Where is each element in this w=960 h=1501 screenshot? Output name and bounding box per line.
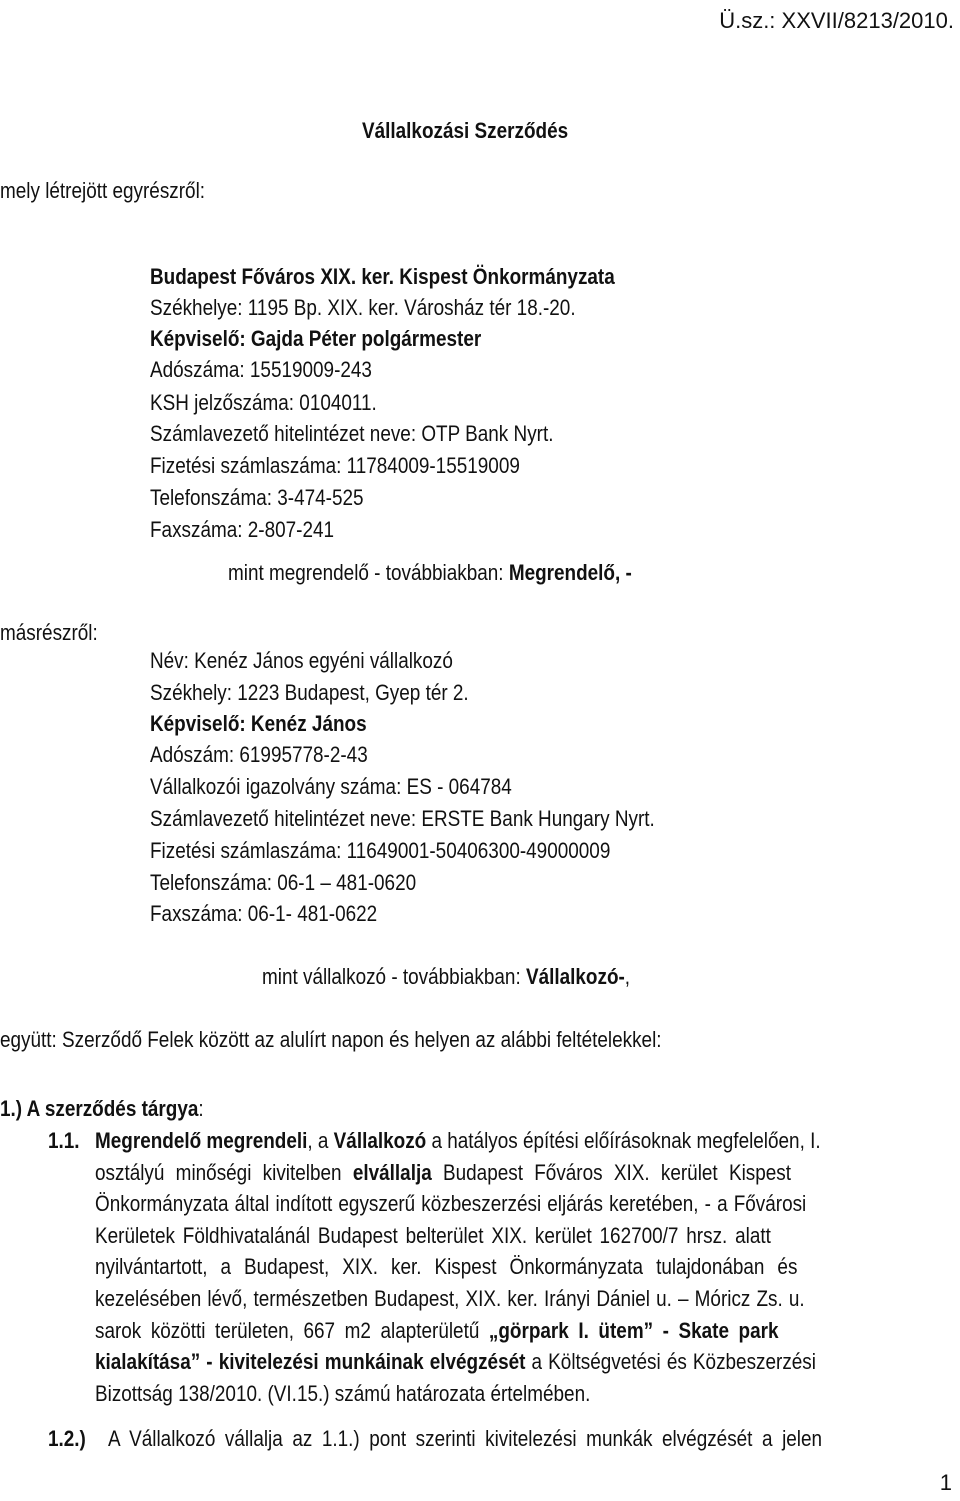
- clause-1-2-text: A Vállalkozó vállalja az 1.1.) pont szerinti kivitelezési munkák elvégzését a jelen: [108, 1426, 823, 1451]
- other-side-label: másrészről:: [0, 620, 98, 645]
- party1-fax: Faxszáma: 2-807-241: [150, 517, 335, 542]
- party2-license: Vállalkozói igazolvány száma: ES - 064784: [150, 774, 512, 799]
- party2-phone: Telefonszáma: 06-1 – 481-0620: [150, 870, 417, 895]
- clause-1-1-line-6: kezelésében lévő, természetben Budapest, XIX. ker. Irányi Dániel u. – Móricz Zs. u.: [95, 1286, 805, 1311]
- party1-account: Fizetési számlaszáma: 11784009-15519009: [150, 453, 520, 478]
- section-1-heading: 1.) A szerződés tárgya:: [0, 1096, 204, 1121]
- document-title: Vállalkozási Szerződés: [362, 118, 569, 143]
- together-text: együtt: Szerződő Felek között az alulírt napon és helyen az alábbi feltételekkel:: [0, 1027, 662, 1052]
- clause-1-2-number: 1.2.): [48, 1426, 86, 1451]
- party2-tax-number: Adószám: 61995778-2-43: [150, 742, 368, 767]
- clause-1-1-number: 1.1.: [48, 1128, 80, 1153]
- party1-name: Budapest Főváros XIX. ker. Kispest Önkormányzata: [150, 264, 615, 289]
- party1-representative: Képviselő: Gajda Péter polgármester: [150, 326, 482, 351]
- party2-representative: Képviselő: Kenéz János: [150, 711, 367, 736]
- page-number: 1: [939, 1470, 952, 1495]
- clause-1-1-line-8: kialakítása” - kivitelezési munkáinak elvégzését a Költségvetési és Közbeszerzési: [95, 1349, 816, 1374]
- party1-ksh-number: KSH jelzőszáma: 0104011.: [150, 390, 377, 415]
- party1-seat: Székhelye: 1195 Bp. XIX. ker. Városház tér 18.-20.: [150, 295, 576, 320]
- clause-1-1-line-2: osztályú minőségi kivitelben elvállalja Budapest Főváros XIX. kerület Kispest: [95, 1160, 792, 1185]
- party1-phone: Telefonszáma: 3-474-525: [150, 485, 364, 510]
- clause-1-1-line-3: Önkormányzata által indított egyszerű közbeszerzési eljárás keretében, - a Fővárosi: [95, 1191, 807, 1216]
- party1-tax-number: Adószáma: 15519009-243: [150, 357, 372, 382]
- party2-seat: Székhely: 1223 Budapest, Gyep tér 2.: [150, 680, 469, 705]
- clause-1-1-line-5: nyilvántartott, a Budapest, XIX. ker. Kispest Önkormányzata tulajdonában és: [95, 1254, 798, 1279]
- document-reference: Ü.sz.: XXVII/8213/2010.: [719, 8, 954, 33]
- clause-1-1-line-7: sarok közötti területen, 667 m2 alapterületű „görpark I. ütem” - Skate park: [95, 1318, 779, 1343]
- party2-role: mint vállalkozó - továbbiakban: Vállalkozó-,: [262, 964, 631, 989]
- party2-account: Fizetési számlaszáma: 11649001-50406300-49000009: [150, 838, 611, 863]
- party1-bank: Számlavezető hitelintézet neve: OTP Bank Nyrt.: [150, 421, 554, 446]
- party2-fax: Faxszáma: 06-1- 481-0622: [150, 901, 378, 926]
- party2-bank: Számlavezető hitelintézet neve: ERSTE Bank Hungary Nyrt.: [150, 806, 655, 831]
- party2-name: Név: Kenéz János egyéni vállalkozó: [150, 648, 453, 673]
- clause-1-1-line-9: Bizottság 138/2010. (VI.15.) számú határozata értelmében.: [95, 1381, 591, 1406]
- party1-role: mint megrendelő - továbbiakban: Megrendelő, -: [228, 560, 632, 585]
- intro-text: mely létrejött egyrészről:: [0, 178, 206, 203]
- clause-1-1-line-4: Kerületek Földhivatalánál Budapest belterület XIX. kerület 162700/7 hrsz. alatt: [95, 1223, 771, 1248]
- clause-1-1-line-1: Megrendelő megrendeli, a Vállalkozó a hatályos építési előírásoknak megfelelően, I.: [95, 1128, 821, 1153]
